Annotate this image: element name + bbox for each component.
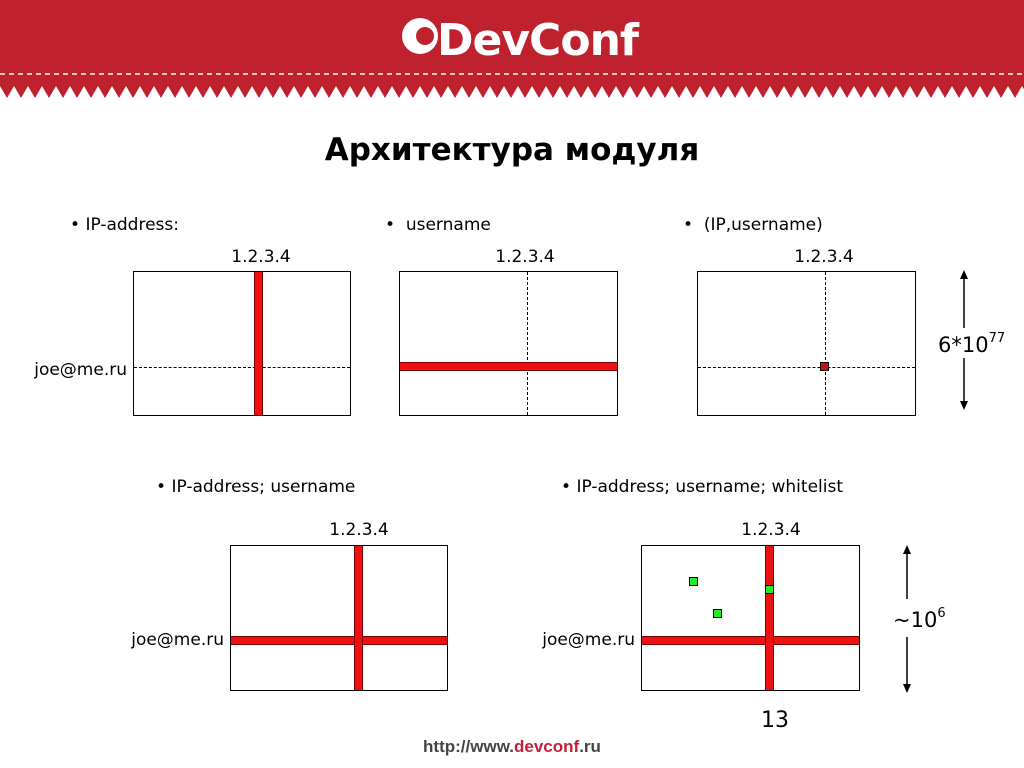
bullet-ip-and-username: • IP-address; username — [156, 477, 356, 497]
bullet-ip-username-pair: • (IP,username) — [683, 215, 823, 235]
whitelist-cell — [713, 609, 722, 618]
bullet-ip-address: • IP-address: — [70, 215, 179, 235]
matrix-pair — [697, 271, 916, 416]
header-banner — [0, 0, 1024, 100]
column-guide — [825, 272, 826, 415]
ip-label: 1.2.3.4 — [231, 247, 291, 267]
ip-label: 1.2.3.4 — [794, 247, 854, 267]
size-top-label: $6*10^{77}$ — [938, 331, 1006, 357]
email-label: joe@me.ru — [34, 360, 127, 380]
svg-text:DevConf: DevConf — [437, 15, 639, 66]
matrix-username — [399, 271, 618, 416]
ip-column-highlight — [254, 272, 263, 415]
ip-label: 1.2.3.4 — [741, 520, 801, 540]
slide-title: Архитектура модуля — [324, 132, 700, 168]
ip-column-highlight — [354, 546, 363, 690]
matrix-whitelist — [641, 545, 860, 691]
devconf-logo — [402, 15, 640, 66]
whitelist-cell — [765, 585, 774, 594]
ip-label: 1.2.3.4 — [495, 247, 555, 267]
row-guide — [134, 367, 350, 368]
email-label: joe@me.ru — [131, 630, 224, 650]
username-row-highlight — [231, 636, 447, 645]
bullet-whitelist: • IP-address; username; whitelist — [561, 477, 844, 497]
ip-label: 1.2.3.4 — [329, 520, 389, 540]
footer-url[interactable]: http://www.devconf.ru — [423, 737, 601, 756]
matrix-ip-and-username — [230, 545, 448, 691]
page-number: 13 — [761, 708, 789, 733]
size-bottom-label: $\sim 10^6$ — [893, 606, 946, 632]
email-label: joe@me.ru — [542, 630, 635, 650]
username-row-highlight — [642, 636, 859, 645]
whitelist-cell — [689, 577, 698, 586]
column-guide — [527, 272, 528, 415]
bullet-username: • username — [385, 215, 491, 235]
pair-cell-highlight — [820, 362, 829, 371]
username-row-highlight — [400, 362, 617, 371]
matrix-ip — [133, 271, 351, 416]
ip-column-highlight — [765, 546, 774, 690]
header-zigzag-edge — [0, 86, 1024, 98]
row-guide — [698, 367, 915, 368]
